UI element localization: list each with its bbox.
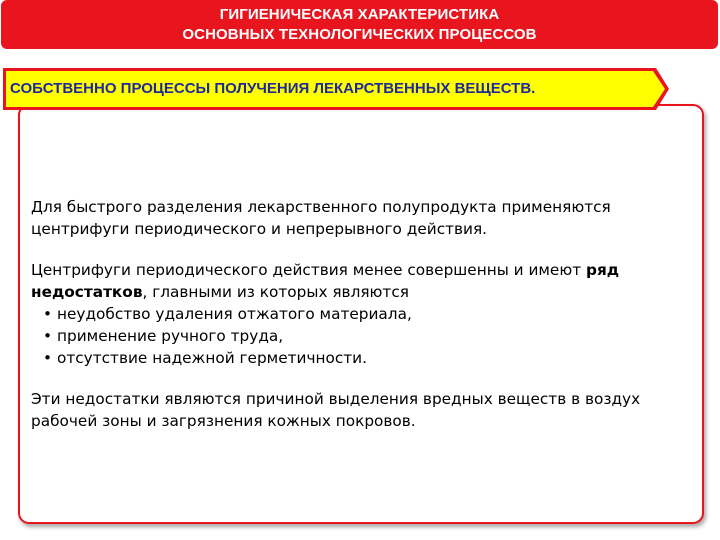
content-body (31, 196, 691, 432)
page-title-line-2: ОСНОВНЫХ ТЕХНОЛОГИЧЕСКИХ ПРОЦЕССОВ (182, 25, 537, 43)
section-banner (0, 62, 672, 114)
bullet-icon: • (43, 305, 53, 323)
page-title-line-1: ГИГИЕНИЧЕСКАЯ ХАРАКТЕРИСТИКА (219, 5, 500, 23)
paragraph-drawbacks (31, 259, 691, 303)
bullet-icon: • (43, 327, 53, 345)
paragraph-centrifuges-intro: Для быстрого разделения лекарственного полупродукта применяются центрифуги периодического и непрерывного действия. (31, 198, 611, 238)
paragraph-drawbacks-emphasis: ряд недостатков (31, 261, 620, 301)
section-banner-label: СОБСТВЕННО ПРОЦЕССЫ ПОЛУЧЕНИЯ ЛЕКАРСТВЕННЫХ ВЕЩЕСТВ. (10, 79, 536, 97)
paragraph-consequences: Эти недостатки являются причиной выделения вредных веществ в воздух рабочей зоны и загрязнения кожных покровов. (31, 390, 641, 430)
list-item (31, 303, 691, 325)
list-item (31, 325, 691, 347)
list-item-text: применение ручного труда, (57, 327, 284, 345)
bullet-icon: • (43, 349, 53, 367)
list-item-text: отсутствие надежной герметичности. (57, 349, 367, 367)
list-item (31, 347, 691, 369)
paragraph-drawbacks-start: Центрифуги периодического действия менее совершенны и имеют (31, 261, 586, 279)
paragraph-drawbacks-end: , главными из которых являются (142, 283, 409, 301)
title-bar (1, 0, 718, 49)
list-item-text: неудобство удаления отжатого материала, (57, 305, 412, 323)
